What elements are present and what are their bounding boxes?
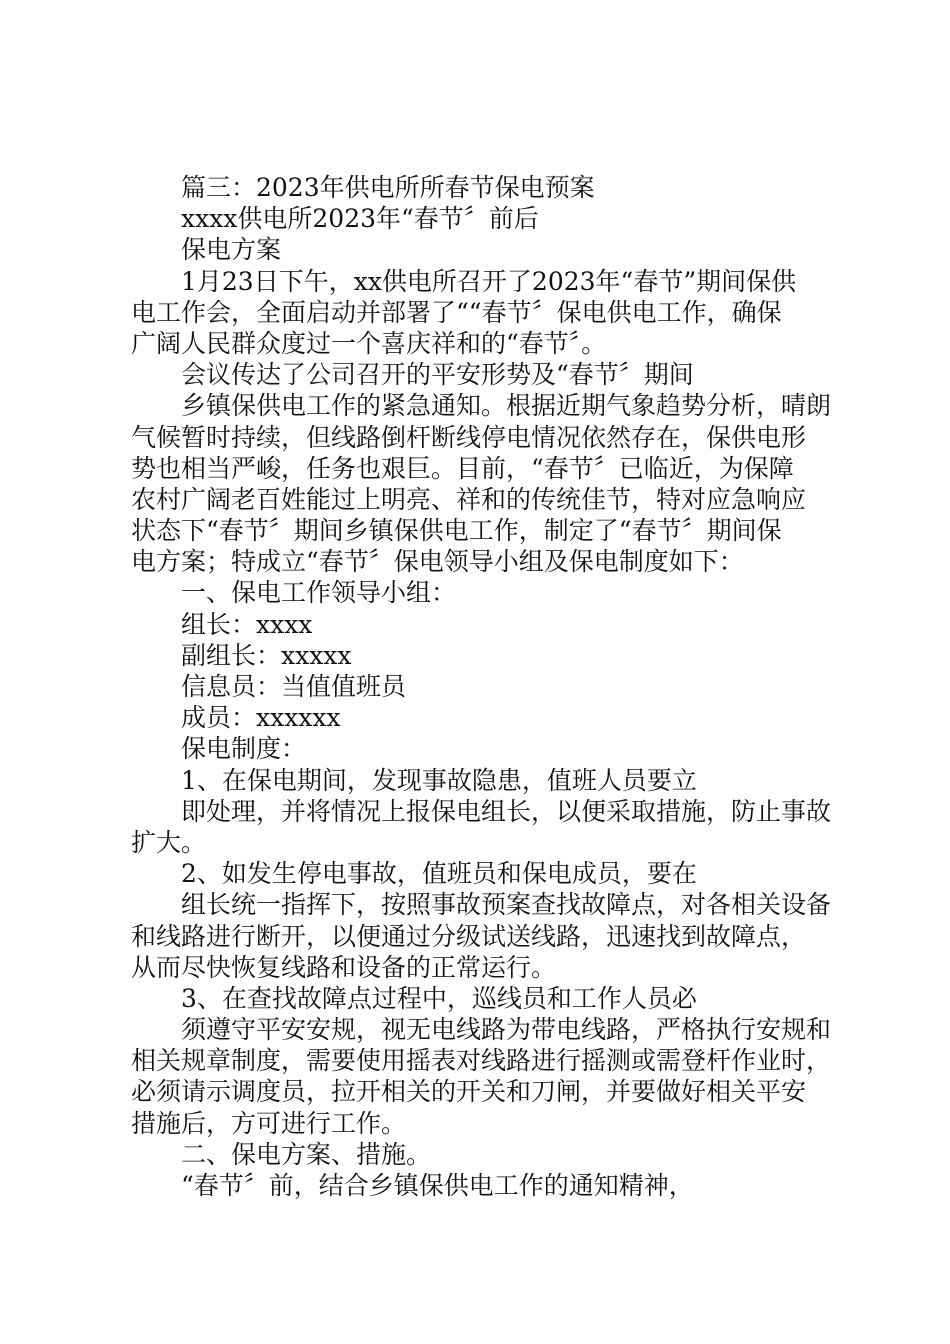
document-line: 即处理，并将情况上报保电组长，以便采取措施，防止事故 — [181, 796, 832, 826]
document-line: 组长：xxxx — [181, 609, 313, 639]
document-line: 1、在保电期间，发现事故隐患，值班人员要立 — [181, 765, 697, 795]
document-line: “春节〞前，结合乡镇保供电工作的通知精神， — [181, 1171, 694, 1200]
document-line: 广阔人民群众度过一个喜庆祥和的“春节〞。 — [131, 328, 607, 358]
document-line: 电方案；特成立“春节〞保电领导小组及保电制度如下： — [131, 547, 744, 577]
document-line: 2、如发生停电事故，值班员和保电成员，要在 — [181, 859, 697, 889]
document-line: 和线路进行断开，以便通过分级试送线路，迅速找到故障点， — [131, 921, 807, 951]
document-line: 电工作会，全面启动并部署了““春节〞保电供电工作，确保 — [131, 297, 782, 327]
document-line: 保电制度： — [181, 734, 307, 764]
document-line: 组长统一指挥下，按照事故预案查找故障点，对各相关设备 — [181, 890, 832, 920]
document-line: 从而尽快恢复线路和设备的正常运行。 — [131, 952, 557, 982]
document-line: 一、保电工作领导小组： — [181, 578, 457, 608]
document-line: 1月23日下午，xx供电所召开了2023年“春节”期间保供 — [181, 266, 797, 296]
document-line: 状态下“春节〞期间乡镇保供电工作，制定了“春节〞期间保 — [131, 516, 782, 546]
document-line: 乡镇保供电工作的紧急通知。根据近期气象趋势分析，晴朗 — [181, 391, 832, 421]
document-line: 气候暂时持续，但线路倒杆断线停电情况依然存在，保供电形 — [131, 422, 807, 452]
document-line: xxxx供电所2023年“春节〞前后 — [181, 204, 539, 234]
document-line: 成员：xxxxxx — [181, 703, 341, 733]
document-line: 农村广阔老百姓能过上明亮、祥和的传统佳节，特对应急响应 — [131, 484, 807, 514]
document-line: 保电方案 — [181, 235, 282, 265]
document-line: 势也相当严峻，任务也艰巨。目前，“春节〞已临近，为保障 — [131, 453, 794, 483]
document-line: 篇三：2023年供电所所春节保电预案 — [181, 173, 595, 202]
document-line: 二、保电方案、措施。 — [181, 1139, 432, 1169]
document-line: 3、在查找故障点过程中，巡线员和工作人员必 — [181, 983, 697, 1013]
document-line: 必须请示调度员，拉开相关的开关和刀闸，并要做好相关平安 — [131, 1077, 807, 1107]
document-line: 扩大。 — [131, 827, 207, 857]
document-line: 须遵守平安安规，视无电线路为带电线路，严格执行安规和 — [181, 1015, 832, 1045]
document-line: 会议传达了公司召开的平安形势及“春节〞期间 — [181, 360, 694, 390]
document-line: 相关规章制度，需要使用摇表对线路进行摇测或需登杆作业时， — [131, 1046, 832, 1076]
document-body — [131, 172, 836, 1201]
document-line: 信息员：当值值班员 — [181, 672, 407, 701]
document-line: 措施后，方可进行工作。 — [131, 1108, 407, 1138]
document-line: 副组长：xxxxx — [181, 640, 352, 670]
